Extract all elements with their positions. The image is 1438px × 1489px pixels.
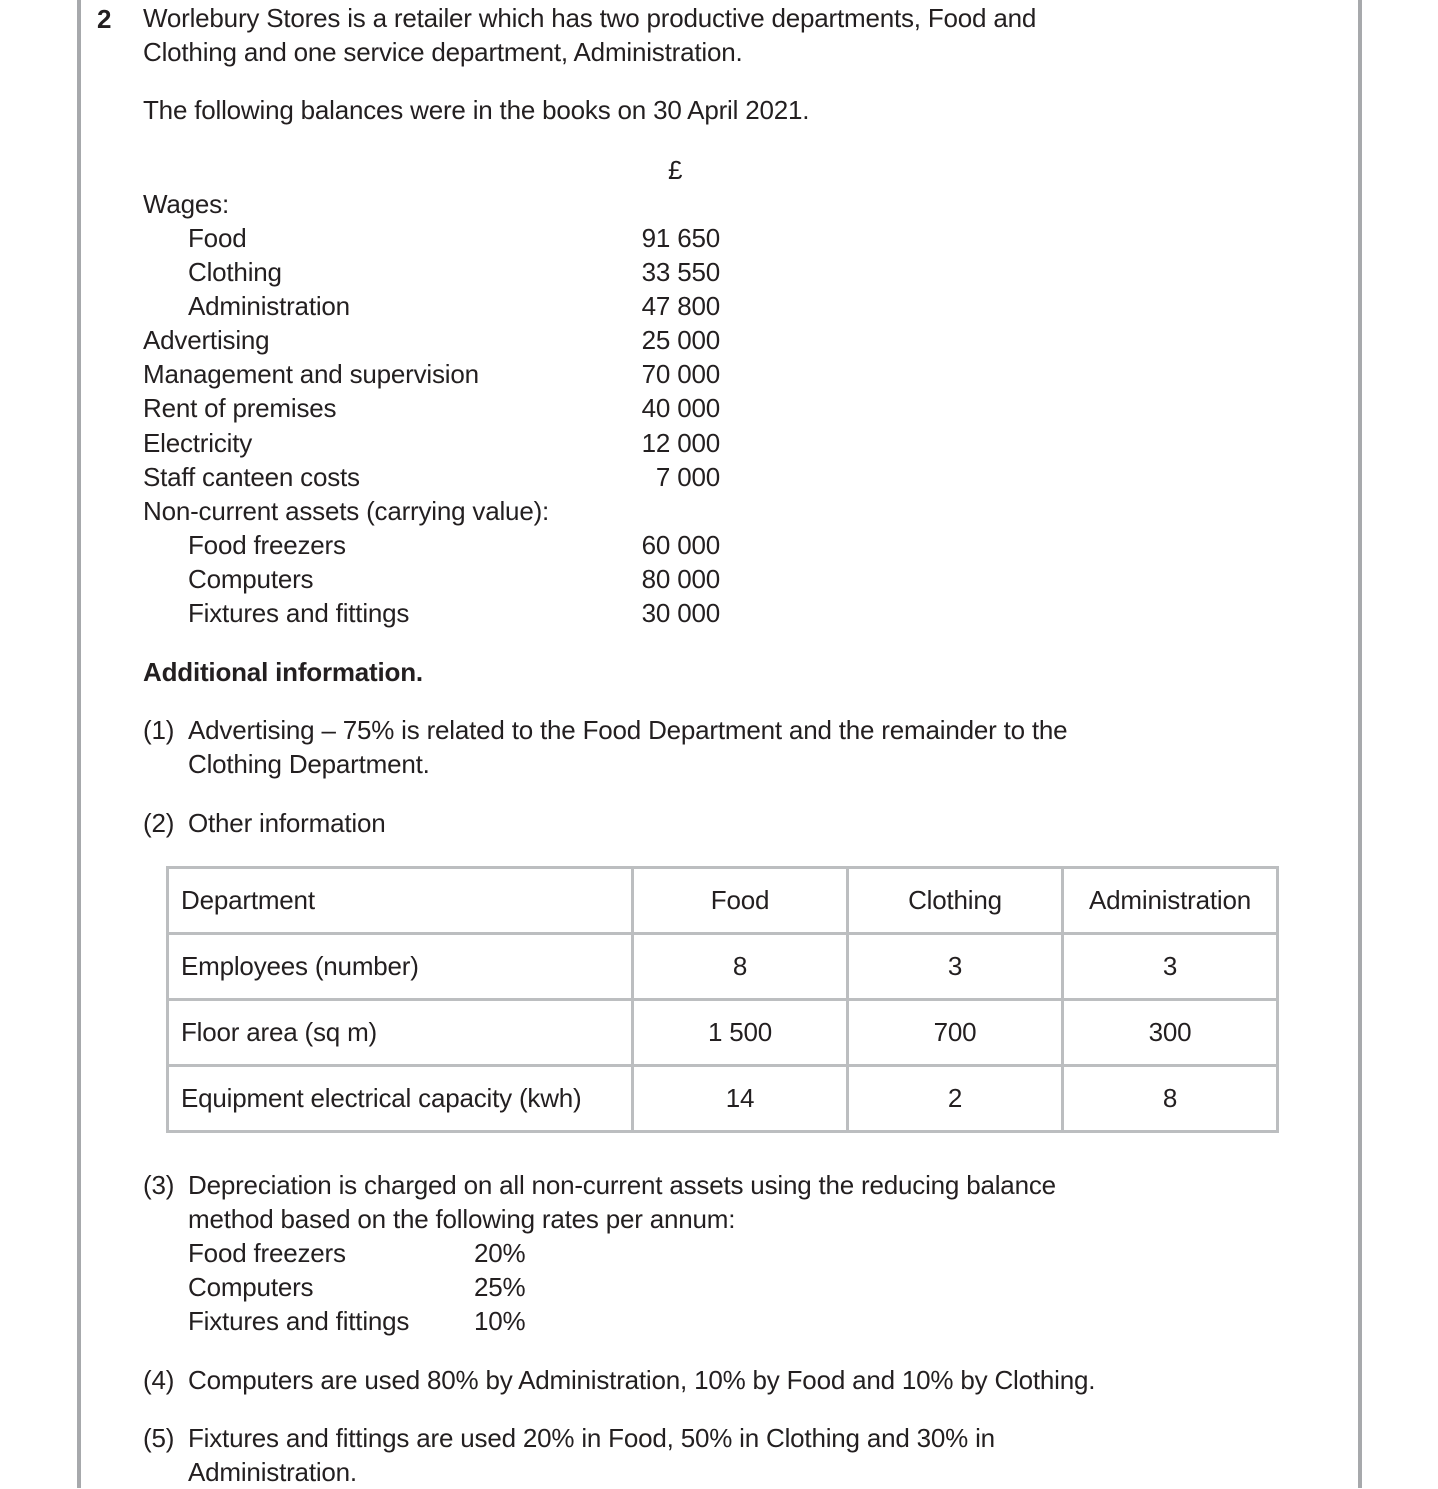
rate-label: Computers [188,1272,314,1302]
table-header-cell: Food [633,868,848,934]
table-cell: 8 [633,934,848,1000]
balance-label: Clothing [188,257,282,287]
balance-value: 47 800 [641,291,720,321]
table-cell: 3 [1063,934,1278,1000]
balances-intro: The following balances were in the books on 30 April 2021. [143,95,810,125]
table-row [168,934,1278,1000]
table-cell: Equipment electrical capacity (kwh) [168,1066,633,1132]
balance-value: 7 000 [655,462,720,492]
balance-label: Advertising [143,325,270,355]
balance-label: Electricity [143,428,253,458]
balance-value: 91 650 [641,223,720,253]
balance-label: Food [188,223,247,253]
rate-value: 10% [474,1306,526,1336]
table-cell: 2 [848,1066,1063,1132]
note-3-line-1: Depreciation is charged on all non-current assets using the reducing balance [188,1170,1056,1200]
note-3-number: (3) [143,1170,175,1200]
table-cell: 14 [633,1066,848,1132]
rate-value: 20% [474,1238,526,1268]
balance-label: Staff canteen costs [143,462,360,492]
nca-label: Computers [188,564,314,594]
balance-label: Administration [188,291,350,321]
question-number: 2 [97,4,112,34]
intro-line-1: Worlebury Stores is a retailer which has two productive departments, Food and [143,3,1037,33]
note-4-line-1: Computers are used 80% by Administration, 10% by Food and 10% by Clothing. [188,1365,1096,1395]
table-cell: 3 [848,934,1063,1000]
nca-value: 80 000 [641,564,720,594]
page-border-left [77,0,81,1488]
table-cell: 8 [1063,1066,1278,1132]
note-5-line-2: Administration. [188,1457,357,1487]
table-cell: Employees (number) [168,934,633,1000]
balance-label: Management and supervision [143,359,479,389]
balance-label: Rent of premises [143,393,337,423]
table-row [168,1000,1278,1066]
wages-heading: Wages: [143,189,229,219]
note-1-number: (1) [143,715,175,745]
balance-value: 40 000 [641,393,720,423]
table-header-row [168,868,1278,934]
nca-label: Fixtures and fittings [188,598,410,628]
intro-line-2: Clothing and one service department, Administration. [143,37,743,67]
table-header-cell: Administration [1063,868,1278,934]
table-cell: Floor area (sq m) [168,1000,633,1066]
department-info-table [166,866,1279,1133]
nca-value: 30 000 [641,598,720,628]
rate-label: Food freezers [188,1238,346,1268]
table-cell: 300 [1063,1000,1278,1066]
balance-value: 33 550 [641,257,720,287]
additional-info-heading: Additional information. [143,657,423,687]
balance-value: 12 000 [641,428,720,458]
nca-label: Food freezers [188,530,346,560]
table-header-cell: Department [168,868,633,934]
table-header-cell: Clothing [848,868,1063,934]
note-2-number: (2) [143,808,175,838]
note-5-line-1: Fixtures and fittings are used 20% in Food, 50% in Clothing and 30% in [188,1423,995,1453]
note-5-number: (5) [143,1423,175,1453]
page-border-right [1358,0,1362,1488]
rate-label: Fixtures and fittings [188,1306,410,1336]
balance-value: 25 000 [641,325,720,355]
table-cell: 1 500 [633,1000,848,1066]
note-1-line-2: Clothing Department. [188,749,430,779]
table-cell: 700 [848,1000,1063,1066]
rate-value: 25% [474,1272,526,1302]
nca-value: 60 000 [641,530,720,560]
nca-heading: Non-current assets (carrying value): [143,496,550,526]
note-2-line-1: Other information [188,808,386,838]
table-row [168,1066,1278,1132]
note-1-line-1: Advertising – 75% is related to the Food Department and the remainder to the [188,715,1068,745]
note-4-number: (4) [143,1365,175,1395]
note-3-line-2: method based on the following rates per annum: [188,1204,736,1234]
balance-value: 70 000 [641,359,720,389]
currency-header: £ [668,155,683,185]
